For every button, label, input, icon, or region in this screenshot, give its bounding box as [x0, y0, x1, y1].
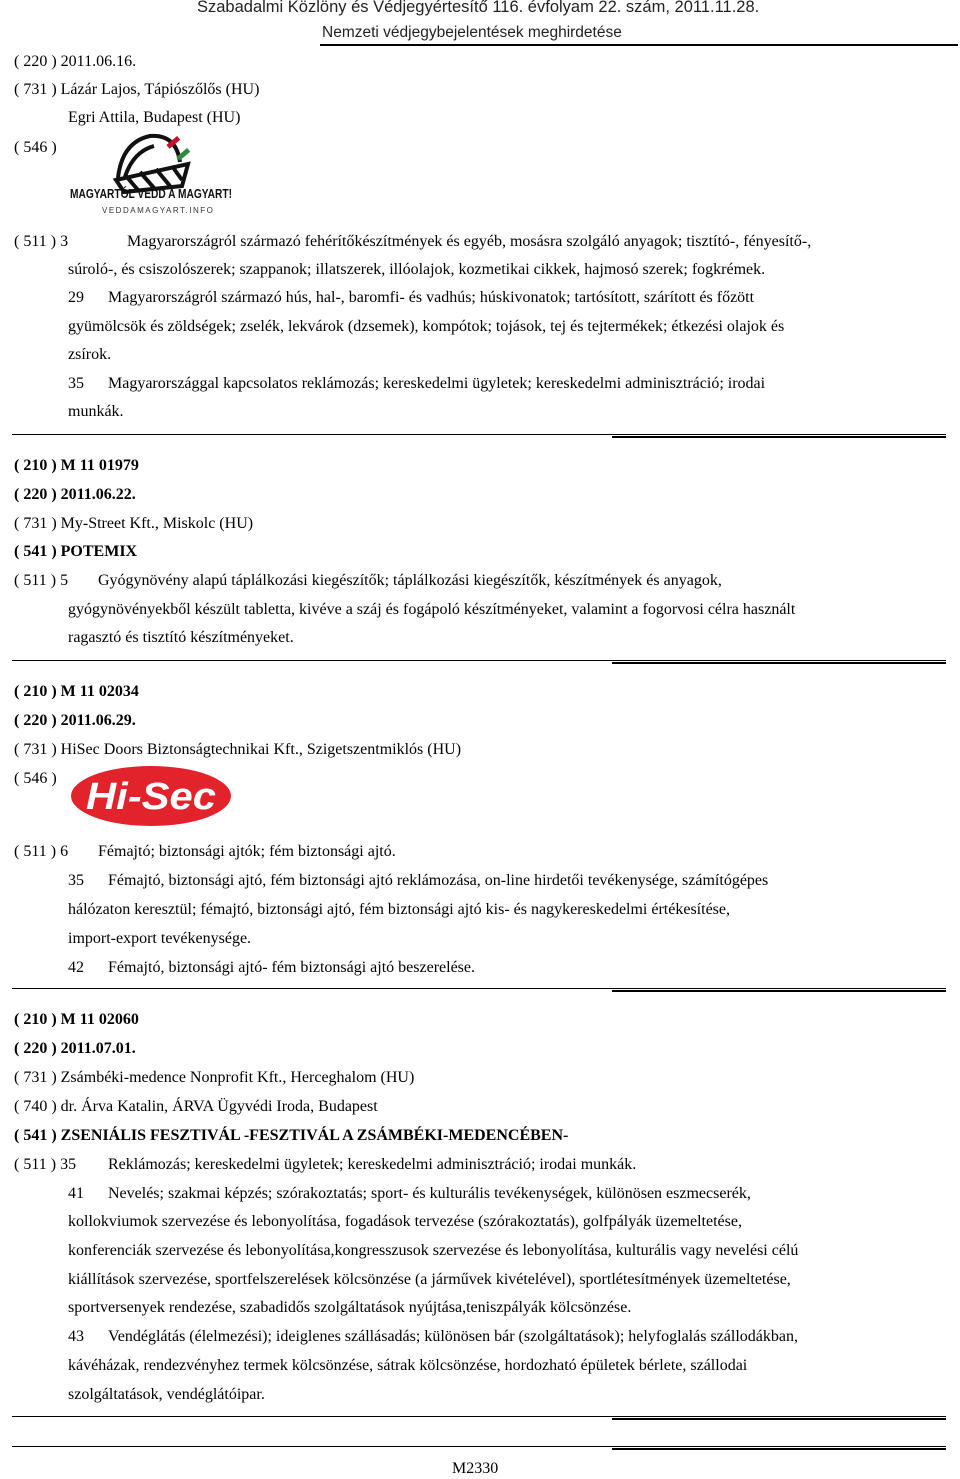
word-mark: ( 541 ) ZSENIÁLIS FESZTIVÁL -FESZTIVÁL A ZSÁMBÉKI-MEDENCÉBEN-: [14, 1127, 569, 1144]
nice-class-6: ( 511 ) 6: [14, 843, 69, 860]
services-text: munkák.: [68, 403, 124, 420]
basket-icon: [116, 136, 188, 192]
nice-class-29: 29: [68, 289, 84, 306]
filing-date: ( 220 ) 2011.06.16.: [14, 53, 137, 70]
page-number: M2330: [452, 1460, 499, 1477]
application-number: ( 210 ) M 11 02034: [14, 683, 139, 700]
class-line: [14, 232, 811, 252]
services-text: kollokviumok szervezése és lebonyolítása, fogadások tervezése (szórakoztatás), golfpályák üzemeltetése,: [68, 1213, 742, 1230]
footer-rule: [12, 1446, 946, 1447]
magyartol-vedd-a-magyart-logo: [68, 128, 269, 220]
word-mark: ( 541 ) POTEMIX: [14, 543, 138, 560]
goods-text: gyógynövényekből készült tabletta, kivéve a száj és fogápoló készítményeket, valamint a fogorvosi célra használt: [68, 601, 796, 618]
class-line: [68, 374, 765, 394]
nice-class-3: ( 511 ) 3: [14, 233, 69, 250]
services-text: konferenciák szervezése és lebonyolítása,kongresszusok szervezése és lebonyolítása, kulturális vagy nevelési célú: [68, 1242, 799, 1259]
logo-slogan: MAGYARTÓL VEDD A MAGYART!: [70, 187, 269, 201]
goods-text: zsírok.: [68, 346, 112, 363]
application-number: ( 210 ) M 11 01979: [14, 457, 139, 474]
figurative-mark-label: ( 546 ): [14, 770, 57, 787]
class-line: [68, 1184, 751, 1204]
nice-class-35: ( 511 ) 35: [14, 1156, 77, 1173]
goods-text: Magyarországról származó fehérítőkészítmények és egyéb, mosásra szolgáló anyagok; tisztító-, fényesítő-,: [127, 233, 812, 250]
class-line: [68, 1327, 798, 1347]
filing-date: ( 220 ) 2011.06.22.: [14, 486, 136, 503]
goods-text: ragasztó és tisztító készítményeket.: [68, 629, 294, 646]
goods-text: Magyarországról származó hús, hal-, baromfi- és vadhús; húskivonatok; tartósított, szárított és főzött: [108, 289, 755, 306]
services-text: kiállítások szervezése, sportfelszerelések kölcsönzése (a járművek kivételével), sportlétesítmények üzemeltetése,: [68, 1271, 791, 1288]
services-text: sportversenyek rendezése, szabadidős szolgáltatások nyújtása,teniszpályák kölcsönzése.: [68, 1299, 632, 1316]
applicant-2: Egri Attila, Budapest (HU): [68, 109, 241, 126]
goods-text: Fémajtó; biztonsági ajtók; fém biztonsági ajtó.: [98, 843, 396, 860]
filing-date: ( 220 ) 2011.07.01.: [14, 1040, 136, 1057]
class-line: [68, 958, 475, 978]
header-rule: [320, 44, 958, 46]
nice-class-35: 35: [68, 375, 84, 392]
services-text: hálózaton keresztül; fémajtó, biztonsági ajtó, fém biztonsági ajtó kis- és nagykereskedelmi értékesítése,: [68, 901, 730, 918]
section-title: Nemzeti védjegybejelentések meghirdetése: [322, 24, 622, 41]
services-text: Magyarországgal kapcsolatos reklámozás; kereskedelmi ügyletek; kereskedelmi adminisztráció; irodai: [108, 375, 766, 392]
entry-separator: [12, 988, 946, 989]
services-text: Vendéglátás (élelmezési); ideiglenes szállásadás; különösen bár (szolgáltatások); helyfoglalás szállodákban,: [108, 1328, 798, 1345]
entry-separator: [12, 1416, 946, 1417]
class-line: [14, 571, 722, 591]
applicant: ( 731 ) HiSec Doors Biztonságtechnikai Kft., Szigetszentmiklós (HU): [14, 741, 462, 758]
entry-separator: [12, 434, 946, 435]
goods-text: gyümölcsök és zöldségek; zselék, lekvárok (dzsemek), kompótok; tojások, tej és tejtermékek; étkezési olajok és: [68, 318, 785, 335]
goods-text: súroló-, és csiszolószerek; szappanok; illatszerek, illóolajok, kozmetikai cikkek, hajmosó szerek; fogkrémek.: [68, 261, 766, 278]
applicant: ( 731 ) Zsámbéki-medence Nonprofit Kft., Herceghalom (HU): [14, 1069, 415, 1086]
figurative-mark-label: ( 546 ): [14, 139, 57, 156]
hisec-logo: [68, 763, 234, 829]
services-text: Fémajtó, biztonsági ajtó, fém biztonsági ajtó reklámozása, on-line hirdetői tevékenysége, számítógépes: [108, 872, 769, 889]
services-text: import-export tevékenysége.: [68, 930, 252, 947]
nice-class-42: 42: [68, 959, 84, 976]
services-text: Fémajtó, biztonsági ajtó- fém biztonsági ajtó beszerelése.: [108, 959, 475, 976]
services-text: szolgáltatások, vendéglátóipar.: [68, 1386, 265, 1403]
nice-class-43: 43: [68, 1328, 84, 1345]
services-text: Reklámozás; kereskedelmi ügyletek; kereskedelmi adminisztráció; irodai munkák.: [108, 1156, 637, 1173]
nice-class-5: ( 511 ) 5: [14, 572, 69, 589]
goods-text: Gyógynövény alapú táplálkozási kiegészítők; táplálkozási kiegészítők, készítmények és anyagok,: [98, 572, 722, 589]
class-line: [14, 1155, 636, 1175]
nice-class-35: 35: [68, 872, 84, 889]
filing-date: ( 220 ) 2011.06.29.: [14, 712, 136, 729]
class-line: [68, 871, 768, 891]
publication-title: Szabadalmi Közlöny és Védjegyértesítő 116. évfolyam 22. szám, 2011.11.28.: [197, 0, 760, 16]
entry-separator: [12, 660, 946, 661]
representative: ( 740 ) dr. Árva Katalin, ÁRVA Ügyvédi Iroda, Budapest: [14, 1098, 378, 1115]
logo-url: VEDDAMAGYART.INFO: [102, 206, 215, 215]
nice-class-41: 41: [68, 1185, 84, 1202]
applicant: ( 731 ) My-Street Kft., Miskolc (HU): [14, 515, 254, 532]
services-text: Nevelés; szakmai képzés; szórakoztatás; sport- és kulturális tevékenységek, különösen eszmecserék,: [108, 1185, 751, 1202]
class-line: [68, 288, 754, 308]
application-number: ( 210 ) M 11 02060: [14, 1011, 139, 1028]
applicant: ( 731 ) Lázár Lajos, Tápiószőlős (HU): [14, 81, 260, 98]
class-line: [14, 842, 396, 862]
services-text: kávéházak, rendezvényhez termek kölcsönzése, sátrak kölcsönzése, hordozható épületek bérlete, szállodai: [68, 1357, 748, 1374]
hisec-logo-text: Hi-Sec: [86, 776, 216, 818]
